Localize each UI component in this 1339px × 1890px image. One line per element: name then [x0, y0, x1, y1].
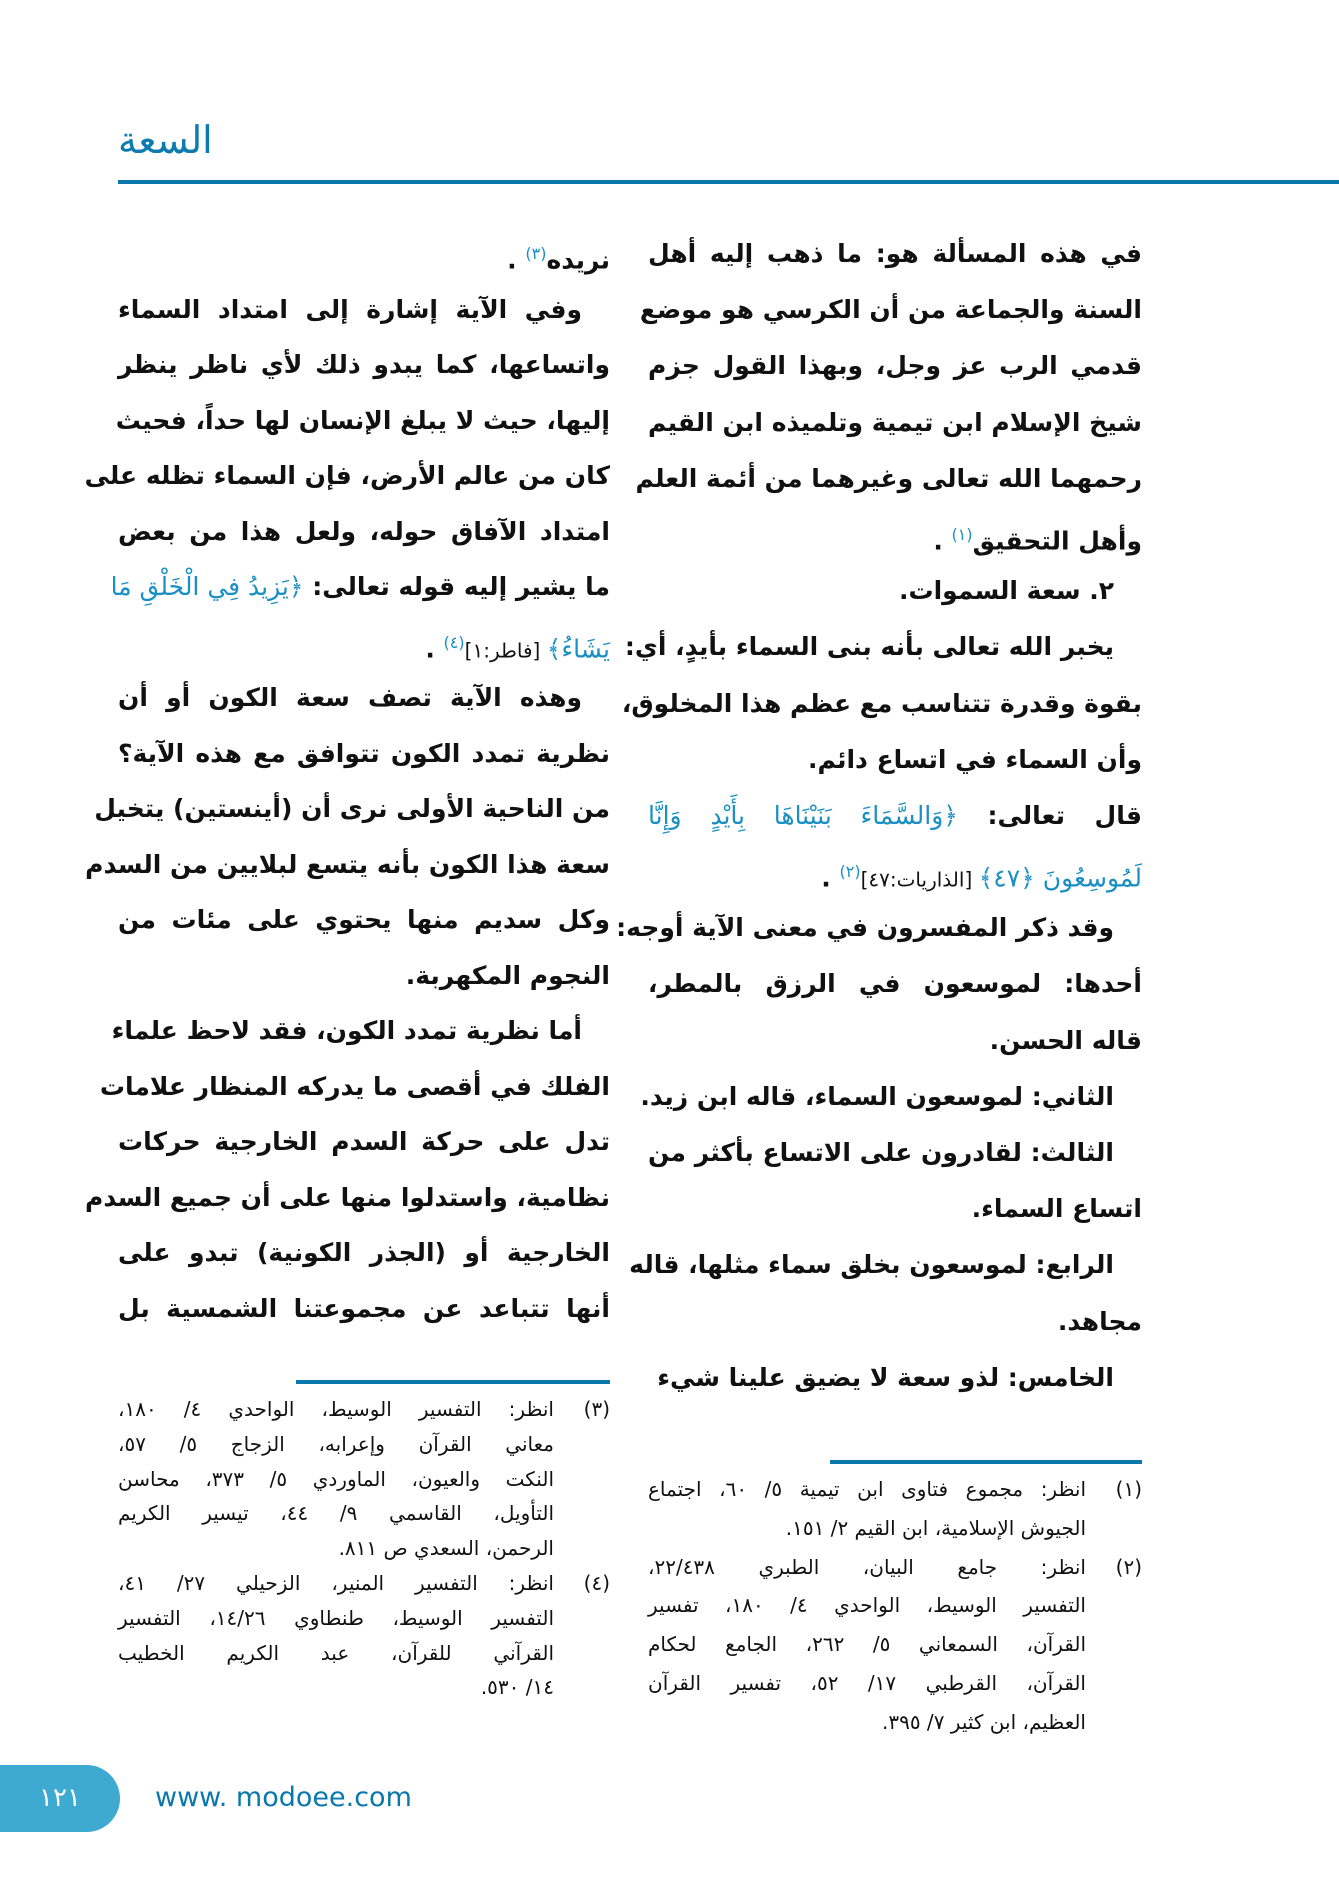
text-line [640, 1069, 1142, 1125]
footnote-line: انظر: جامع البيان، الطبري ٢٢/٤٣٨، [648, 1554, 1086, 1579]
text-segment: ما يشير إليه قوله تعالى: [303, 572, 610, 601]
left-column [84, 226, 610, 1336]
footnote-line: التفسير الوسيط، الواحدي ٤/ ١٨٠، تفسير [648, 1593, 1086, 1618]
text-segment: قاله الحسن. [989, 1025, 1142, 1055]
text-line [118, 282, 610, 338]
footnote-line: انظر: التفسير الوسيط، الواحدي ٤/ ١٨٠، [118, 1397, 554, 1421]
text-segment: رحمهما الله تعالى وغيرهما من أئمة العلم [635, 463, 1142, 493]
quran-verse: لَمُوسِعُونَ ﴿٤٧﴾ [978, 863, 1142, 893]
text-line [648, 563, 1142, 619]
text-line [118, 226, 610, 282]
text-line [118, 1225, 610, 1281]
footnote-line: العظيم، ابن كثير ٧/ ٣٩٥. [881, 1709, 1086, 1734]
text-line [648, 507, 1142, 563]
text-line [648, 844, 1142, 900]
footnote-separator-left [296, 1380, 610, 1384]
text-line [110, 559, 610, 615]
text-line [84, 448, 610, 504]
footnote-ref[interactable]: (٣) [525, 244, 547, 263]
text-line [648, 1350, 1142, 1406]
text-segment: الثالث: لقادرون على الاتساع بأكثر من [648, 1138, 1114, 1167]
text-segment: ٢. سعة السموات. [898, 576, 1114, 606]
text-segment: قدمي الرب عز وجل، وبهذا القول جزم [648, 351, 1142, 381]
text-segment: نظامية، واستدلوا منها على أن جميع السدم [85, 1182, 610, 1212]
text-line [648, 395, 1142, 451]
page-number: ١٢١ [39, 1783, 81, 1813]
text-line [118, 1114, 610, 1170]
footnotes-left [118, 1392, 610, 1705]
text-segment: . [821, 863, 840, 893]
text-line [616, 900, 1142, 956]
chapter-title: السعة [118, 118, 213, 162]
text-segment: أما نظرية تمدد الكون، فقد لاحظ علماء [111, 1016, 582, 1045]
footnote-line: القرآن، السمعاني ٥/ ٢٦٢، الجامع لحكام [648, 1632, 1086, 1657]
footnote-number: (١) [1115, 1477, 1142, 1501]
footnote-line: انظر: التفسير المنير، الزحيلي ٢٧/ ٤١، [118, 1570, 554, 1595]
text-segment: وفي الآية إشارة إلى امتداد السماء [118, 294, 582, 324]
footnote [648, 1548, 1142, 1742]
text-segment: وهذه الآية تصف سعة الكون أو أن [118, 683, 582, 712]
footnote-ref[interactable]: (١) [951, 524, 973, 544]
text-line [629, 1237, 1142, 1293]
text-line [118, 504, 610, 560]
text-segment: نريده [546, 245, 610, 275]
text-segment: إليها، حيث لا يبلغ الإنسان لها حداً، فحيث [115, 405, 610, 435]
text-segment: يخبر الله تعالى بأنه بنى السماء بأيدٍ، أي: [624, 632, 1114, 662]
text-line [639, 282, 1142, 338]
text-line [648, 1294, 1142, 1350]
footnote-line: انظر: مجموع فتاوى ابن تيمية ٥/ ٦٠، اجتماع [648, 1477, 1086, 1501]
footnote-line: النكت والعيون، الماوردي ٥/ ٣٧٣، محاسن [118, 1466, 554, 1491]
text-segment: امتداد الآفاق حوله، ولعل هذا من بعض [118, 516, 610, 546]
text-segment: . [933, 526, 952, 556]
page-number-badge [0, 1765, 120, 1832]
text-line [648, 338, 1142, 394]
text-line [648, 732, 1142, 788]
quran-verse: ﴿يَزِيدُ فِي الْخَلْقِ مَا [110, 572, 304, 601]
text-segment: النجوم المكهربة. [405, 960, 610, 990]
footnote-line: التأويل، القاسمي ٩/ ٤٤، تيسير الكريم [118, 1501, 555, 1526]
text-segment: سعة هذا الكون بأنه يتسع لبلايين من السدم [85, 849, 610, 879]
footnote-number: (٤) [583, 1570, 610, 1595]
text-line [118, 670, 610, 726]
text-line [118, 1281, 610, 1337]
text-segment: بقوة وقدرة تتناسب مع عظم هذا المخلوق، [621, 688, 1142, 718]
text-segment: . [507, 245, 526, 275]
text-line [624, 619, 1142, 675]
footnote-number: (٣) [583, 1397, 610, 1421]
text-segment: واتساعها، كما يبدو ذلك لأي ناظر ينظر [118, 350, 610, 379]
text-line [648, 1125, 1142, 1181]
footnote-separator-right [830, 1460, 1142, 1464]
text-segment: شيخ الإسلام ابن تيمية وتلميذه ابن القيم [648, 407, 1142, 437]
footnote-line: القرآني للقرآن، عبد الكريم الخطيب [118, 1640, 554, 1665]
verse-citation: [فاطر:١] [464, 637, 547, 662]
text-line [118, 337, 610, 393]
text-line [648, 226, 1142, 282]
text-line [648, 1181, 1142, 1237]
text-segment: اتساع السماء. [971, 1194, 1142, 1224]
text-segment: . [425, 633, 444, 663]
text-segment: السنة والجماعة من أن الكرسي هو موضع [639, 295, 1142, 325]
right-column [616, 226, 1142, 1406]
text-segment: في هذه المسألة هو: ما ذهب إليه أهل [648, 239, 1142, 268]
text-segment: الخامس: لذو سعة لا يضيق علينا شيء [657, 1362, 1114, 1392]
text-segment: وأن السماء في اتساع دائم. [808, 744, 1142, 774]
text-segment: تدل على حركة السدم الخارجية حركات [118, 1127, 610, 1156]
text-line [115, 393, 610, 449]
text-segment: الخارجية أو (الجذر الكونية) تبدو على [118, 1238, 610, 1267]
text-line [118, 892, 610, 948]
text-segment: وأهل التحقيق [972, 526, 1142, 556]
text-line [118, 615, 610, 671]
verse-citation: [الذاريات:٤٧] [860, 867, 979, 892]
text-segment: نظرية تمدد الكون تتوافق مع هذه الآية؟ [118, 738, 610, 768]
text-segment: أحدها: لموسعون في الرزق بالمطر، [648, 969, 1142, 999]
text-segment: من الناحية الأولى نرى أن (أينستين) يتخيل [94, 794, 610, 823]
text-segment: قال تعالى: [957, 800, 1142, 830]
text-line [118, 726, 610, 782]
text-line [648, 956, 1142, 1012]
footnote-line: معاني القرآن وإعرابه، الزجاج ٥/ ٥٧، [118, 1431, 554, 1456]
text-line [648, 788, 1142, 844]
text-line [635, 451, 1142, 507]
quran-verse: ﴿وَالسَّمَاءَ بَنَيْنَاهَا بِأَيْدٍ وَإِنَّا [648, 800, 958, 830]
footnote-ref[interactable]: (٤) [443, 632, 465, 652]
header-rule [118, 180, 1339, 184]
footnotes-right [648, 1470, 1142, 1742]
text-segment: مجاهد. [1057, 1306, 1142, 1336]
text-line [118, 948, 610, 1004]
footnote-line: الجيوش الإسلامية، ابن القيم ٢/ ١٥١. [785, 1515, 1086, 1540]
footnote-line: التفسير الوسيط، طنطاوي ١٤/٢٦، التفسير [118, 1605, 554, 1630]
footnote [118, 1392, 610, 1566]
text-segment: الفلك في أقصى ما يدركه المنظار علامات [99, 1071, 610, 1101]
text-line [94, 781, 610, 837]
footnote-ref[interactable]: (٢) [839, 862, 861, 882]
text-segment: وكل سديم منها يحتوي على مئات من [118, 905, 610, 934]
quran-verse: يَشَاءُ﴾ [546, 633, 610, 663]
text-line [85, 837, 610, 893]
text-line [621, 676, 1142, 732]
text-segment: الرابع: لموسعون بخلق سماء مثلها، قاله [629, 1250, 1114, 1280]
text-segment: أنها تتباعد عن مجموعتنا الشمسية بل [118, 1293, 610, 1323]
text-line [648, 1013, 1142, 1069]
footnote [648, 1470, 1142, 1548]
footnote-line: الرحمن، السعدي ص ٨١١. [338, 1536, 554, 1561]
footnote-number: (٢) [1115, 1554, 1142, 1579]
footnote [118, 1566, 610, 1705]
footnote-line: القرآن، القرطبي ١٧/ ٥٢، تفسير القرآن [648, 1670, 1086, 1695]
text-segment: كان من عالم الأرض، فإن السماء تظله على [84, 461, 610, 490]
text-line [99, 1059, 610, 1115]
text-line [85, 1170, 610, 1226]
footnote-line: ١٤/ ٥٣٠. [480, 1675, 554, 1700]
site-url-link[interactable]: www. modoee.com [155, 1782, 412, 1813]
text-segment: وقد ذكر المفسرون في معنى الآية أوجه: [616, 913, 1114, 943]
text-line [111, 1003, 610, 1059]
text-segment: الثاني: لموسعون السماء، قاله ابن زيد. [640, 1081, 1114, 1111]
